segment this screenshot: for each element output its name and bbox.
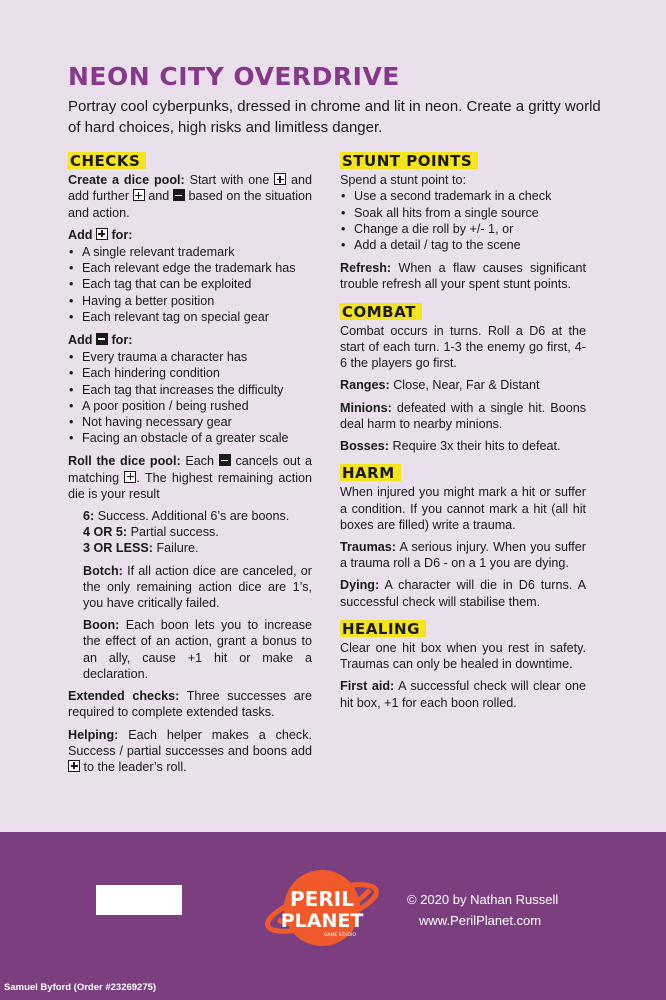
roll-paragraph — [68, 453, 312, 502]
helping-text: Each helper makes a check. Success / partial successes and boons add — [68, 727, 313, 758]
dice-pool-text-4: based on the situation and action. — [68, 189, 313, 220]
dice-pool-text-2: and add further — [68, 173, 313, 204]
healing-section — [340, 620, 586, 711]
page-title: NEON CITY OVERDRIVE — [68, 62, 400, 91]
result-6-text: Success. Additional 6’s are boons. — [97, 509, 290, 524]
dice-pool-label: Create a dice pool: — [68, 173, 185, 188]
add-minus-list — [68, 349, 312, 446]
result-45-text: Partial success. — [130, 525, 219, 540]
dying-paragraph — [340, 577, 586, 609]
firstaid-paragraph — [340, 678, 586, 710]
list-item: • Each relevant edge the trademark has — [68, 260, 312, 276]
list-item: • Every trauma a character has — [68, 349, 312, 365]
ranges-text: Close, Near, Far & Distant — [393, 378, 540, 393]
checks-heading: CHECKS — [68, 152, 146, 169]
roll-label: Roll the dice pool: — [68, 454, 181, 469]
healing-text: Clear one hit box when you rest in safety. Traumas can only be healed in downtime. — [340, 641, 586, 672]
list-item: • Change a die roll by +/- 1, or — [340, 221, 586, 237]
roll-text-3: . The highest remaining action die is your result — [68, 470, 312, 501]
stunt-intro: Spend a stunt point to: — [340, 173, 467, 188]
copyright-text: © 2020 by Nathan Russell — [407, 892, 559, 907]
dice-pool-text-1: Start with one — [189, 173, 270, 188]
list-item: • Having a better position — [68, 293, 312, 309]
combat-text: Combat occurs in turns. Roll a D6 at the start of each turn. 1-3 the enemy go first, 4-6 the players go first. — [340, 323, 586, 371]
bosses-label: Bosses: — [340, 439, 389, 454]
plus-die-icon — [133, 189, 145, 201]
helping-text-2: to the leader’s roll. — [83, 759, 187, 774]
website-link[interactable]: www.PerilPlanet.com — [419, 913, 542, 928]
result-3-label: 3 OR LESS: — [83, 541, 153, 556]
extended-label: Extended checks: — [68, 689, 180, 704]
add-plus-list — [68, 244, 312, 325]
for-label: for: — [111, 227, 133, 242]
list-item: • Each tag that can be exploited — [68, 276, 312, 292]
logo-subtitle-text: GAME STUDIO — [324, 933, 356, 938]
add-minus-heading — [68, 332, 312, 348]
left-column — [68, 152, 312, 781]
helping-paragraph — [68, 727, 312, 776]
plus-die-icon — [124, 471, 136, 483]
boon-label: Boon: — [83, 618, 120, 633]
dying-label: Dying: — [340, 578, 380, 593]
harm-text: When injured you might mark a hit or suffer a condition. If you cannot mark a hit (all hit boxes are filled) write a trauma. — [340, 485, 586, 532]
result-3-text: Failure. — [156, 541, 199, 556]
results-list — [83, 508, 312, 557]
list-item: • Soak all hits from a single source — [340, 205, 586, 221]
traumas-text: A serious injury. When you suffer a trauma roll a D6 - on a 1 you are dying. — [340, 540, 586, 571]
helping-label: Helping: — [68, 727, 119, 742]
dice-pool-text-3: and — [148, 189, 170, 204]
combat-heading: COMBAT — [340, 303, 422, 320]
order-watermark: Samuel Byford (Order #23269275) — [4, 982, 157, 993]
add-label: Add — [68, 333, 93, 348]
dying-text: A character will die in D6 turns. A successful check will stabilise them. — [340, 578, 586, 609]
bosses-paragraph — [340, 438, 586, 454]
firstaid-label: First aid: — [340, 679, 395, 694]
add-label: Add — [68, 227, 93, 242]
minions-label: Minions: — [340, 400, 392, 415]
harm-section — [340, 464, 586, 610]
minus-die-icon — [219, 454, 231, 466]
list-item: • A poor position / being rushed — [68, 398, 312, 414]
roll-text-2: cancels out a matching — [68, 454, 313, 485]
intro-text: Portray cool cyberpunks, dressed in chrome and lit in neon. Create a gritty world of hard choices, high risks and limitless danger. — [68, 98, 601, 136]
add-plus-heading — [68, 227, 312, 243]
bosses-text: Require 3x their hits to defeat. — [392, 439, 561, 454]
refresh-text: When a flaw causes significant trouble refresh all your spent stunt points. — [340, 261, 586, 292]
blank-label-box — [96, 885, 182, 915]
result-45-label: 4 OR 5: — [83, 525, 128, 540]
results-block — [83, 508, 312, 682]
traumas-paragraph — [340, 539, 586, 571]
dice-pool-paragraph — [68, 172, 312, 221]
traumas-label: Traumas: — [340, 540, 396, 555]
list-item: • Each hindering condition — [68, 365, 312, 381]
list-item: • Not having necessary gear — [68, 414, 312, 430]
botch-paragraph — [83, 563, 312, 612]
ranges-paragraph — [340, 377, 586, 393]
for-label: for: — [111, 333, 133, 348]
result-6-label: 6: — [83, 509, 95, 524]
refresh-label: Refresh: — [340, 261, 392, 276]
extended-text: Three successes are required to complete extended tasks. — [68, 689, 312, 720]
right-column — [340, 152, 586, 721]
list-item: • Each tag that increases the difficulty — [68, 382, 312, 398]
logo-planet-text: PLANET — [280, 910, 364, 932]
peril-planet-logo — [262, 856, 382, 966]
harm-heading: HARM — [340, 464, 401, 481]
list-item: • Add a detail / tag to the scene — [340, 237, 586, 253]
extended-paragraph — [68, 688, 312, 720]
healing-heading: HEALING — [340, 620, 426, 637]
stunt-heading: STUNT POINTS — [340, 152, 478, 169]
plus-die-icon — [274, 173, 286, 185]
minus-die-icon — [173, 189, 185, 201]
plus-die-icon — [68, 760, 80, 772]
credit-block — [407, 889, 558, 931]
stunt-section — [340, 152, 586, 293]
refresh-paragraph — [340, 260, 586, 292]
combat-section — [340, 303, 586, 455]
plus-die-icon — [96, 228, 108, 240]
minions-paragraph — [340, 400, 586, 432]
ranges-label: Ranges: — [340, 378, 390, 393]
list-item: • Facing an obstacle of a greater scale — [68, 430, 312, 446]
list-item: • Use a second trademark in a check — [340, 188, 586, 204]
boon-paragraph — [83, 617, 312, 682]
minions-text: defeated with a single hit. Boons deal harm to nearby minions. — [340, 400, 586, 431]
logo-peril-text: PERIL — [290, 887, 354, 911]
stunt-list — [340, 188, 586, 253]
minus-die-icon — [96, 333, 108, 345]
botch-text: If all action dice are canceled, or the only remaining action dice are 1’s, you have critically failed. — [83, 563, 312, 611]
boon-text: Each boon lets you to increase the effect of an action, grant a bonus to an ally, cause +1 hit or make a declaration. — [83, 618, 313, 681]
list-item: • Each relevant tag on special gear — [68, 309, 312, 325]
roll-text-1: Each — [185, 454, 215, 469]
firstaid-text: A successful check will clear one hit box, +1 for each boon rolled. — [340, 679, 586, 710]
list-item: • A single relevant trademark — [68, 244, 312, 260]
botch-label: Botch: — [83, 563, 123, 578]
